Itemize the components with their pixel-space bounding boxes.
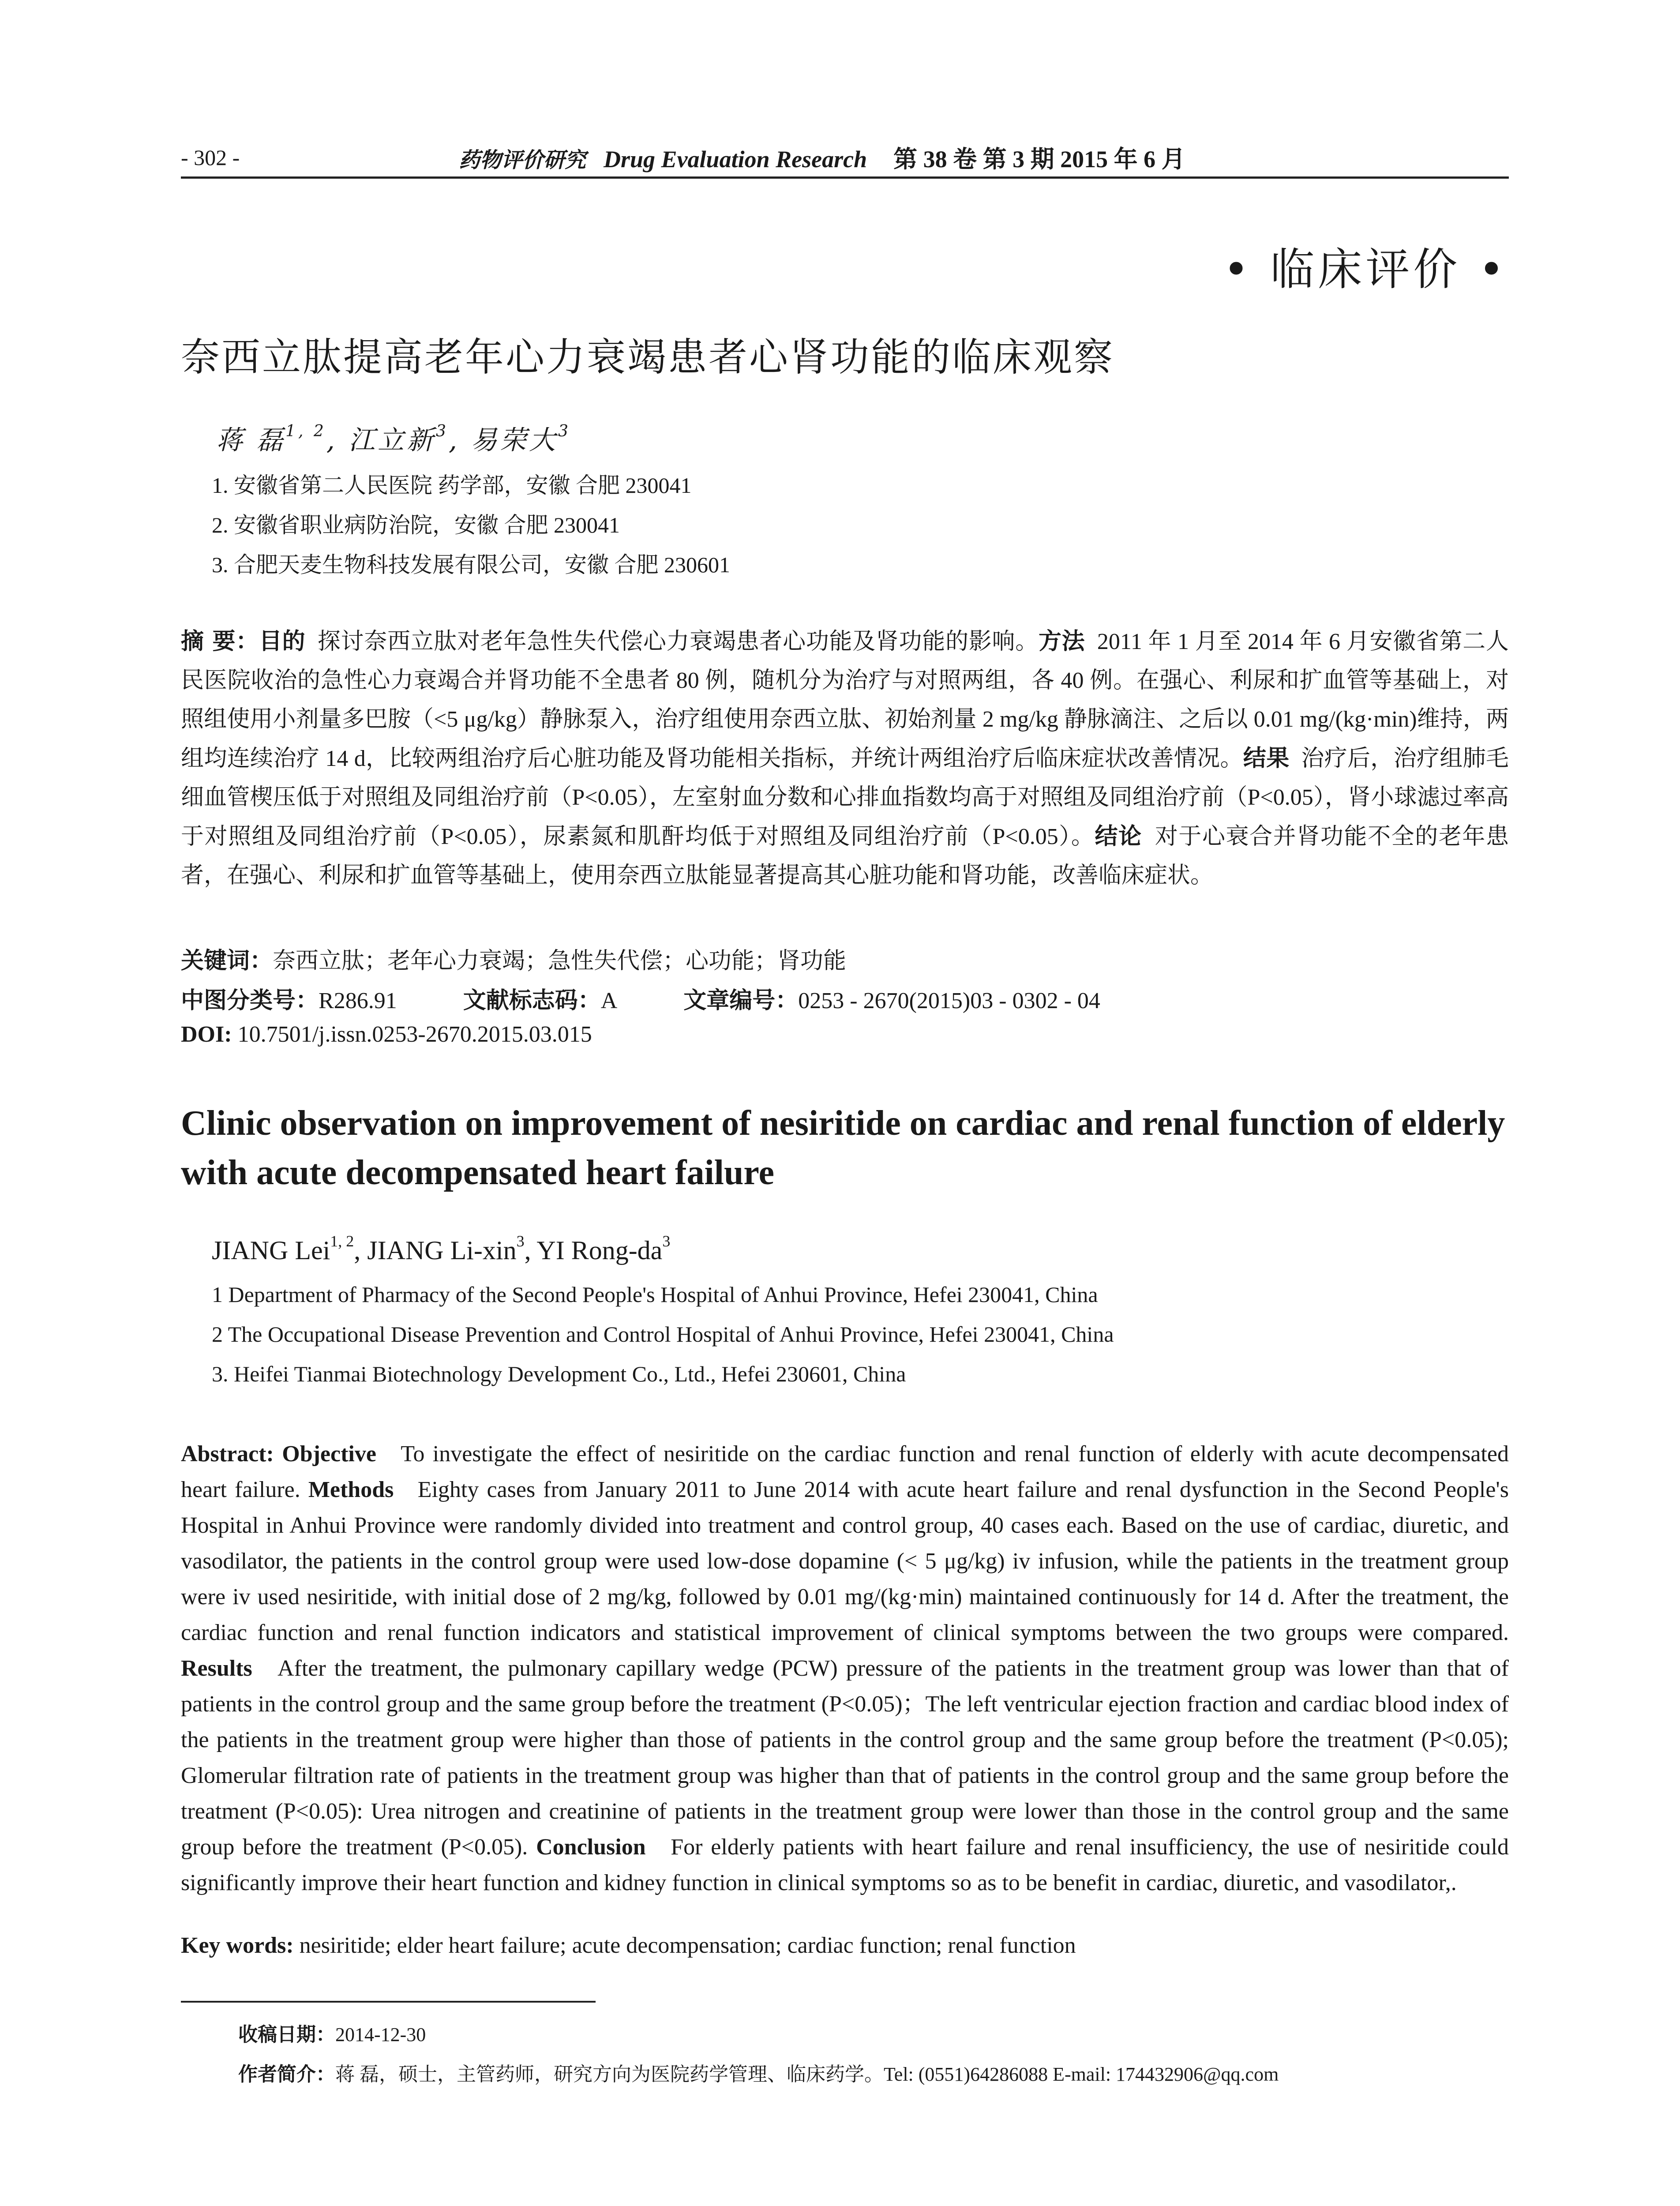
journal-header [459,140,1185,174]
cn-keywords [181,942,846,975]
doi-value: 10.7501/j.issn.0253-2670.2015.03.015 [237,1022,592,1047]
cn-keywords-label: 关键词： [181,948,273,974]
cn-keywords-text: 奈西立肽；老年心力衰竭；急性失代偿；心功能；肾功能 [273,949,847,974]
cn-methods: 2011 年 1 月至 2014 年 6 月安徽省第二人民医院收治的急性心力衰竭合并肾功能不全患者 80 例，随机分为治疗与对照两组，各 40 例。在强心、利尿和扩血管等基础上，对照组使用小剂量多巴胺（<5 μg/kg）静脉泵入，治疗组使用奈西立肽、初始剂量 2 mg/kg 静脉滴注、之后以 0.01 mg/(kg·min)维持，两组均连续治疗 14 d，比较两组治疗后心脏功能及肾功能相关指标，并统计两组治疗后临床症状改善情况。 [181,629,1509,771]
en-abstract-label: Abstract: [181,1441,274,1467]
article-no-label: 文章编号： [683,987,799,1014]
cn-affiliation: 3. 合肥天麦生物科技发展有限公司，安徽 合肥 230601 [212,552,730,577]
footnote-author-bio [238,2058,1279,2086]
en-keywords [181,1932,1076,1958]
cn-objective: 探讨奈西立肽对老年急性失代偿心力衰竭患者心功能及肾功能的影响。 [317,629,1039,654]
journal-logo: 药物评价研究 [459,148,586,173]
cn-results: 治疗后，治疗组肺毛细血管楔压低于对照组及同组治疗前（P<0.05），左室射血分数和心排血指数均高于对照组及同组治疗前（P<0.05），肾小球滤过率高于对照组及同组治疗前（P<0.05），尿素氮和肌酐均低于对照组及同组治疗前（P<0.05）。 [181,746,1509,849]
cn-author-3: 易荣大 [471,425,558,456]
author-separator: , [448,425,471,456]
doi-label: DOI: [181,1022,232,1047]
article-no-value: 0253 - 2670(2015)03 - 0302 - 04 [798,988,1100,1013]
en-objective-label: Objective [282,1441,376,1467]
en-title: Clinic observation on improvement of nesiritide on cardiac and renal function of elderly with acute decompensated heart failure [181,1104,1505,1192]
received-date: 2014-12-30 [335,2024,426,2045]
doccode-value: A [600,988,618,1013]
cn-author-1: 蒋 磊 [216,425,286,456]
en-affiliation: 3. Heifei Tianmai Biotechnology Development Co., Ltd., Hefei 230601, China [212,1362,906,1386]
en-author-1-affil: 1, 2 [330,1232,354,1250]
en-keywords-label: Key words: [181,1933,294,1958]
footnote-received [238,2018,426,2047]
en-author-3-affil: 3 [662,1232,671,1250]
en-affiliation: 2 The Occupational Disease Prevention and Control Hospital of Anhui Province, Hefei 230041, China [212,1322,1114,1347]
cn-author-1-affil: 1, 2 [285,422,326,441]
cn-authors [216,419,571,457]
bio-text: 蒋 磊，硕士，主管药师，研究方向为医院药学管理、临床药学。Tel: (0551)64286088 E-mail: 174432906@qq.com [335,2063,1279,2085]
classification-line [181,982,1100,1015]
en-methods: Eighty cases from January 2011 to June 2014 with acute heart failure and renal dysfunction in the Second People's Hospital in Anhui Province were randomly divided into treatment and control group, 40 cases each. Based on the use of cardiac, diuretic, and vasodilator, the patients in the control group were used low-dose dopamine (< 5 μg/kg) iv infusion, while the patients in the treatment group were iv used nesiritide, with initial dose of 2 mg/kg, followed by 0.01 mg/(kg·min) maintained continuously for 14 d. After the treatment, the cardiac function and renal function indicators and statistical improvement of clinical symptoms between the two groups were compared. [181,1477,1509,1645]
en-conclusion-label: Conclusion [536,1835,646,1860]
footnote-rule [181,2001,596,2003]
en-abstract [181,1436,1509,1901]
clc-label: 中图分类号： [181,987,319,1014]
section-tag: • 临床评价 • [1223,244,1508,295]
doi-line [181,1021,592,1047]
cn-results-label: 结果 [1243,745,1290,772]
cn-conclusion: 对于心衰合并肾功能不全的老年患者，在强心、利尿和扩血管等基础上，使用奈西立肽能显著提高其心脏功能和肾功能，改善临床症状。 [181,824,1509,888]
received-label: 收稿日期： [238,2023,335,2046]
en-affiliation: 1 Department of Pharmacy of the Second People's Hospital of Anhui Province, Hefei 230041, China [212,1282,1098,1307]
en-author-2: JIANG Li-xin [367,1236,517,1265]
bio-label: 作者简介： [238,2063,335,2086]
cn-methods-label: 方法 [1038,628,1085,655]
cn-abstract-label: 摘 要： [181,628,259,655]
author-separator: , [326,425,349,456]
cn-title: 奈西立肽提高老年心力衰竭患者心肾功能的临床观察 [181,334,1115,380]
author-separator: , [354,1236,368,1265]
cn-author-2-affil: 3 [435,422,449,441]
issue-info: 第 38 卷 第 3 期 2015 年 6 月 [893,146,1185,173]
cn-conclusion-label: 结论 [1095,823,1142,850]
en-author-1: JIANG Lei [212,1236,330,1265]
page-number: - 302 - [181,145,240,170]
clc-value: R286.91 [319,988,397,1013]
en-results-label: Results [181,1656,252,1681]
journal-name: Drug Evaluation Research [604,146,867,173]
en-methods-label: Methods [308,1477,394,1502]
en-results: After the treatment, the pulmonary capillary wedge (PCW) pressure of the patients in the treatment group was lower than that of patients in the control group and the same group before the treatment (P<0.05)；The left ventricular ejection fraction and cardiac blood index of the patients in the treatment group were higher than those of patients in the control group and the same group before the treatment (P<0.05); Glomerular filtration rate of patients in the treatment group was higher than that of patients in the control group and the same group before the treatment (P<0.05): Urea nitrogen and creatinine of patients in the treatment group were lower than those in the control group and the same group before the treatment (P<0.05). [181,1656,1509,1860]
en-objective: To investigate the effect of nesiritide on the cardiac function and renal function of elderly with acute decompensated heart failure. [181,1441,1509,1502]
cn-abstract [181,622,1509,895]
en-authors [212,1232,671,1266]
cn-author-2: 江立新 [348,425,436,456]
en-keywords-text: nesiritide; elder heart failure; acute decompensation; cardiac function; renal function [299,1933,1076,1958]
cn-objective-label: 目的 [259,628,306,655]
header-rule [181,176,1509,179]
cn-affiliation: 2. 安徽省职业病防治院，安徽 合肥 230041 [212,513,620,537]
doccode-label: 文献标志码： [463,987,601,1014]
en-author-3: YI Rong-da [536,1236,663,1265]
en-author-2-affil: 3 [516,1232,525,1250]
en-conclusion: For elderly patients with heart failure and renal insufficiency, the use of nesiritide could significantly improve their heart function and kidney function in clinical symptoms so as to be benefit in cardiac, diuretic, and vasodilator,. [181,1835,1509,1895]
cn-author-3-affil: 3 [558,422,571,441]
author-separator: , [524,1236,537,1265]
cn-affiliation: 1. 安徽省第二人民医院 药学部，安徽 合肥 230041 [212,473,692,498]
